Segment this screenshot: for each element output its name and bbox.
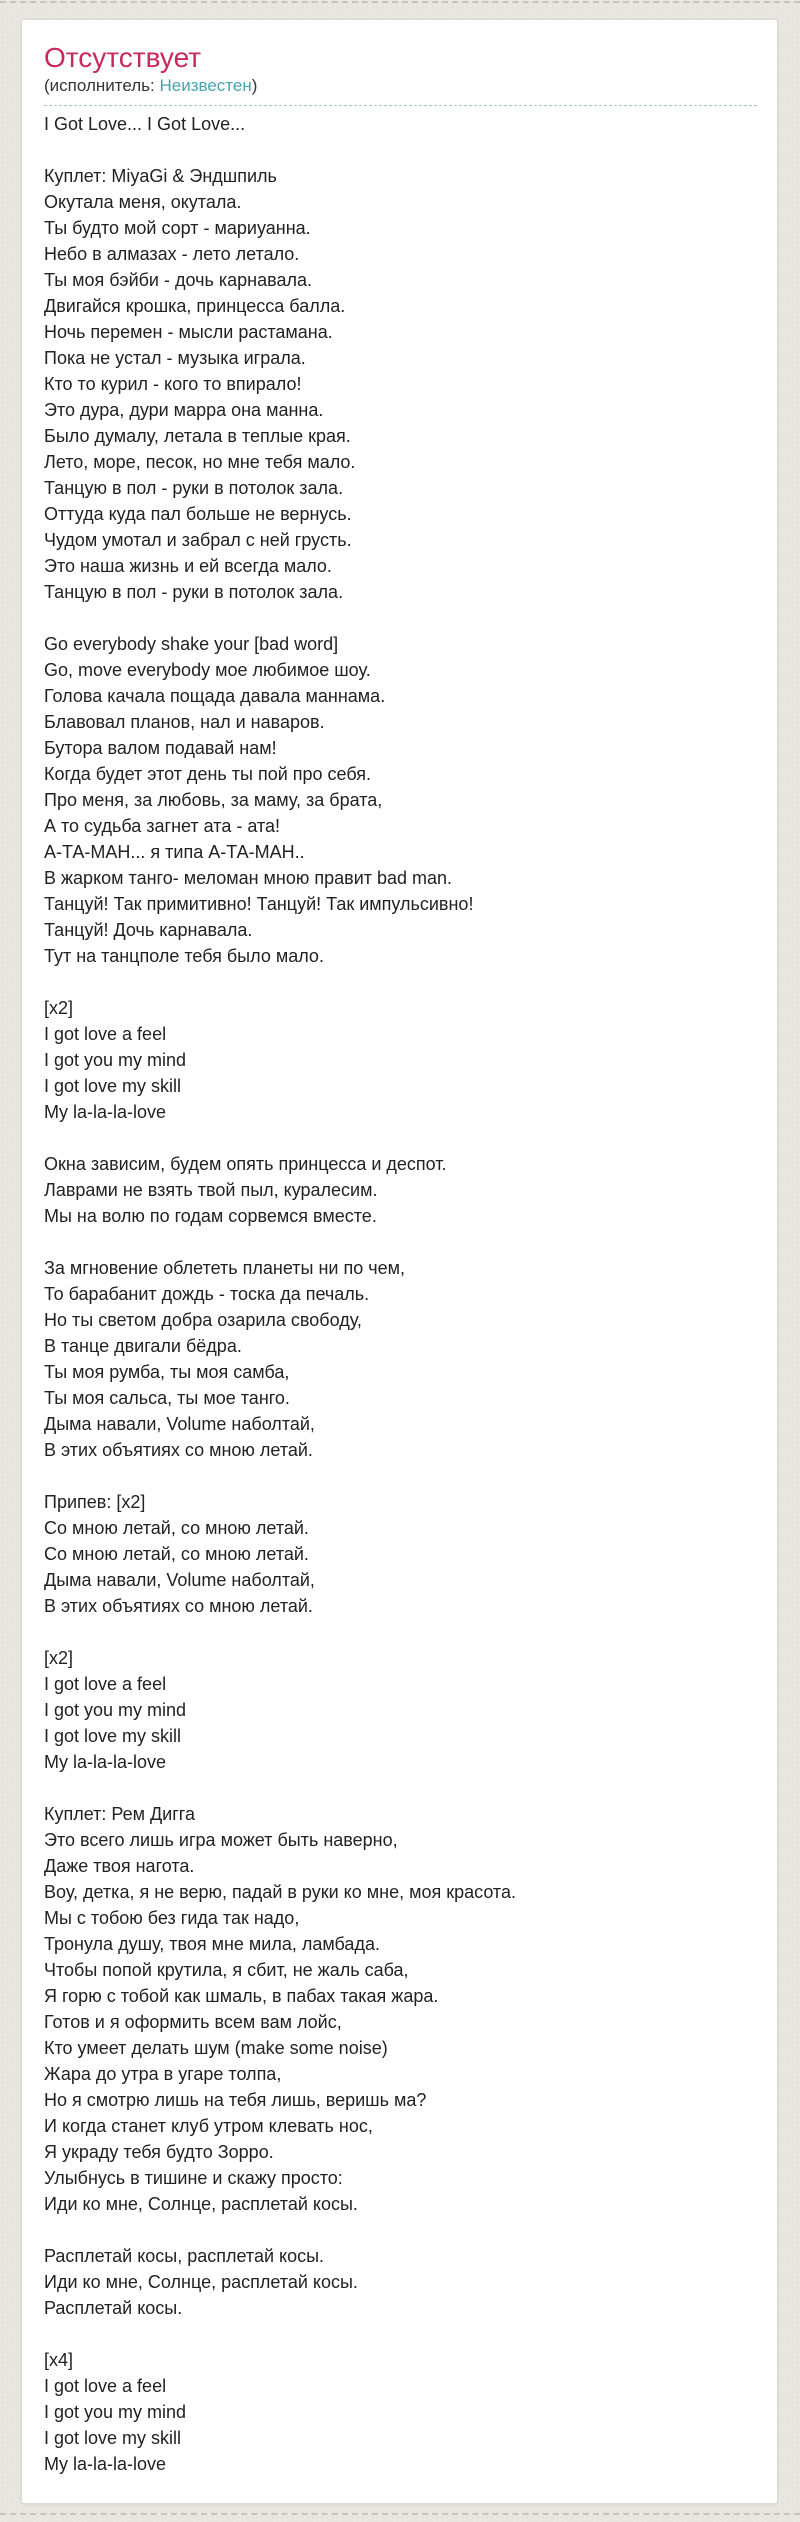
lyrics-line: Окутала меня, окутала.	[44, 192, 242, 212]
lyrics-line: Чтобы попой крутила, я сбит, не жаль саба,	[44, 1960, 409, 1980]
lyrics-line: Мы с тобою без гида так надо,	[44, 1908, 300, 1928]
lyrics-line: В этих объятиях со мною летай.	[44, 1440, 313, 1460]
lyrics-line: Кто умеет делать шум (make some noise)	[44, 2038, 388, 2058]
lyrics-line: I Got Love... I Got Love...	[44, 114, 246, 134]
lyrics	[44, 111, 757, 2477]
lyrics-line: My la-la-la-love	[44, 2454, 167, 2474]
top-dashed-divider	[0, 1, 800, 3]
stanza-spacer	[44, 605, 757, 631]
lyrics-line: I got love a feel	[44, 2376, 167, 2396]
stanza-spacer	[44, 1619, 757, 1645]
lyrics-line: Танцую в пол - руки в потолок зала.	[44, 478, 344, 498]
lyrics-line: А то судьба загнет ата - ата!	[44, 816, 281, 836]
lyrics-line: Тронула душу, твоя мне мила, ламбада.	[44, 1934, 380, 1954]
lyrics-line: Готов и я оформить всем вам лойс,	[44, 2012, 342, 2032]
artist-line	[44, 76, 757, 96]
lyrics-line: Когда будет этот день ты пой про себя.	[44, 764, 372, 784]
lyrics-line: Двигайся крошка, принцесса балла.	[44, 296, 346, 316]
lyrics-line: Мы на волю по годам сорвемся вместе.	[44, 1206, 377, 1226]
lyrics-line: За мгновение облететь планеты ни по чем,	[44, 1258, 405, 1278]
lyrics-line: Припев: [x2]	[44, 1492, 146, 1512]
lyrics-line: Чудом умотал и забрал с ней грусть.	[44, 530, 352, 550]
lyrics-line: В этих объятиях со мною летай.	[44, 1596, 313, 1616]
lyrics-line: Это дура, дури марра она манна.	[44, 400, 324, 420]
song-header	[44, 41, 757, 106]
lyrics-line: Кто то курил - кого то впирало!	[44, 374, 302, 394]
lyrics-line: Про меня, за любовь, за маму, за брата,	[44, 790, 383, 810]
lyrics-line: Ты моя сальса, ты мое танго.	[44, 1388, 290, 1408]
lyrics-line: То барабанит дождь - тоска да печаль.	[44, 1284, 370, 1304]
lyrics-line: Ночь перемен - мысли растамана.	[44, 322, 333, 342]
lyrics-line: Бутора валом подавай нам!	[44, 738, 277, 758]
stanza-spacer	[44, 137, 757, 163]
lyrics-line: [x2]	[44, 1648, 74, 1668]
lyrics-line: Иди ко мне, Солнце, расплетай косы.	[44, 2272, 358, 2292]
artist-label-suffix: )	[251, 76, 258, 95]
stanza-spacer	[44, 1125, 757, 1151]
stanza-spacer	[44, 1229, 757, 1255]
lyrics-line: Со мною летай, со мною летай.	[44, 1544, 309, 1564]
stanza-spacer	[44, 1463, 757, 1489]
lyrics-line: Куплет: MiyaGi & Эндшпиль	[44, 166, 277, 186]
lyrics-line: Лето, море, песок, но мне тебя мало.	[44, 452, 356, 472]
lyrics-line: Я украду тебя будто Зорро.	[44, 2142, 274, 2162]
lyrics-line: А-ТА-МАН... я типа А-ТА-МАН..	[44, 842, 305, 862]
lyrics-line: Танцуй! Дочь карнавала.	[44, 920, 253, 940]
lyrics-line: Дыма навали, Volume наболтай,	[44, 1414, 315, 1434]
lyrics-line: Ты будто мой сорт - мариуанна.	[44, 218, 311, 238]
lyrics-line: I got you my mind	[44, 1050, 187, 1070]
artist-link[interactable]: Неизвестен	[159, 76, 252, 95]
lyrics-line: I got love my skill	[44, 1076, 182, 1096]
lyrics-line: I got love a feel	[44, 1674, 167, 1694]
lyrics-line: Расплетай косы.	[44, 2298, 183, 2318]
lyrics-line: Небо в алмазах - лето летало.	[44, 244, 300, 264]
lyrics-line: Но ты светом добра озарила свободу,	[44, 1310, 362, 1330]
lyrics-line: My la-la-la-love	[44, 1102, 167, 1122]
lyrics-line: Было думалу, летала в теплые края.	[44, 426, 351, 446]
stanza-spacer	[44, 2321, 757, 2347]
lyrics-line: I got love my skill	[44, 2428, 182, 2448]
lyrics-line: Окна зависим, будем опять принцесса и деспот.	[44, 1154, 447, 1174]
lyrics-line: Танцую в пол - руки в потолок зала.	[44, 582, 344, 602]
lyrics-line: Иди ко мне, Солнце, расплетай косы.	[44, 2194, 358, 2214]
lyrics-line: I got you my mind	[44, 2402, 187, 2422]
lyrics-card	[21, 19, 778, 2504]
lyrics-line: Голова качала пощада давала маннама.	[44, 686, 386, 706]
stanza-spacer	[44, 969, 757, 995]
lyrics-line: Go everybody shake your [bad word]	[44, 634, 339, 654]
song-title: Отсутствует	[44, 42, 202, 73]
artist-label-prefix: (исполнитель:	[44, 76, 160, 95]
lyrics-line: Расплетай косы, расплетай косы.	[44, 2246, 325, 2266]
lyrics-line: И когда станет клуб утром клевать нос,	[44, 2116, 373, 2136]
lyrics-line: Пока не устал - музыка играла.	[44, 348, 306, 368]
lyrics-line: Дыма навали, Volume наболтай,	[44, 1570, 315, 1590]
lyrics-line: В жарком танго- меломан мною правит bad man.	[44, 868, 453, 888]
lyrics-line: Ты моя румба, ты моя самба,	[44, 1362, 290, 1382]
stanza-spacer	[44, 2217, 757, 2243]
lyrics-line: Блавовал планов, нал и наваров.	[44, 712, 325, 732]
lyrics-line: [x2]	[44, 998, 74, 1018]
lyrics-line: I got love my skill	[44, 1726, 182, 1746]
lyrics-line: Но я смотрю лишь на тебя лишь, веришь ма?	[44, 2090, 427, 2110]
lyrics-line: Танцуй! Так примитивно! Танцуй! Так импульсивно!	[44, 894, 474, 914]
lyrics-line: Даже твоя нагота.	[44, 1856, 195, 1876]
lyrics-line: I got love a feel	[44, 1024, 167, 1044]
lyrics-line: Улыбнусь в тишине и скажу просто:	[44, 2168, 343, 2188]
lyrics-line: Жара до утра в угаре толпа,	[44, 2064, 282, 2084]
lyrics-line: Ты моя бэйби - дочь карнавала.	[44, 270, 312, 290]
lyrics-line: Тут на танцполе тебя было мало.	[44, 946, 324, 966]
lyrics-line: В танце двигали бёдра.	[44, 1336, 242, 1356]
lyrics-line: Воу, детка, я не верю, падай в руки ко мне, моя красота.	[44, 1882, 516, 1902]
stanza-spacer	[44, 1775, 757, 1801]
lyrics-line: Это всего лишь игра может быть наверно,	[44, 1830, 398, 1850]
lyrics-line: Куплет: Рем Дигга	[44, 1804, 195, 1824]
lyrics-line: Оттуда куда пал больше не вернусь.	[44, 504, 352, 524]
lyrics-line: Лаврами не взять твой пыл, куралесим.	[44, 1180, 378, 1200]
lyrics-line: Это наша жизнь и ей всегда мало.	[44, 556, 332, 576]
lyrics-line: Со мною летай, со мною летай.	[44, 1518, 309, 1538]
lyrics-line: Я горю с тобой как шмаль, в пабах такая жара.	[44, 1986, 439, 2006]
lyrics-line: My la-la-la-love	[44, 1752, 167, 1772]
bottom-dashed-divider	[0, 2513, 800, 2515]
lyrics-line: I got you my mind	[44, 1700, 187, 1720]
lyrics-line: [x4]	[44, 2350, 74, 2370]
lyrics-line: Go, move everybody мое любимое шоу.	[44, 660, 371, 680]
